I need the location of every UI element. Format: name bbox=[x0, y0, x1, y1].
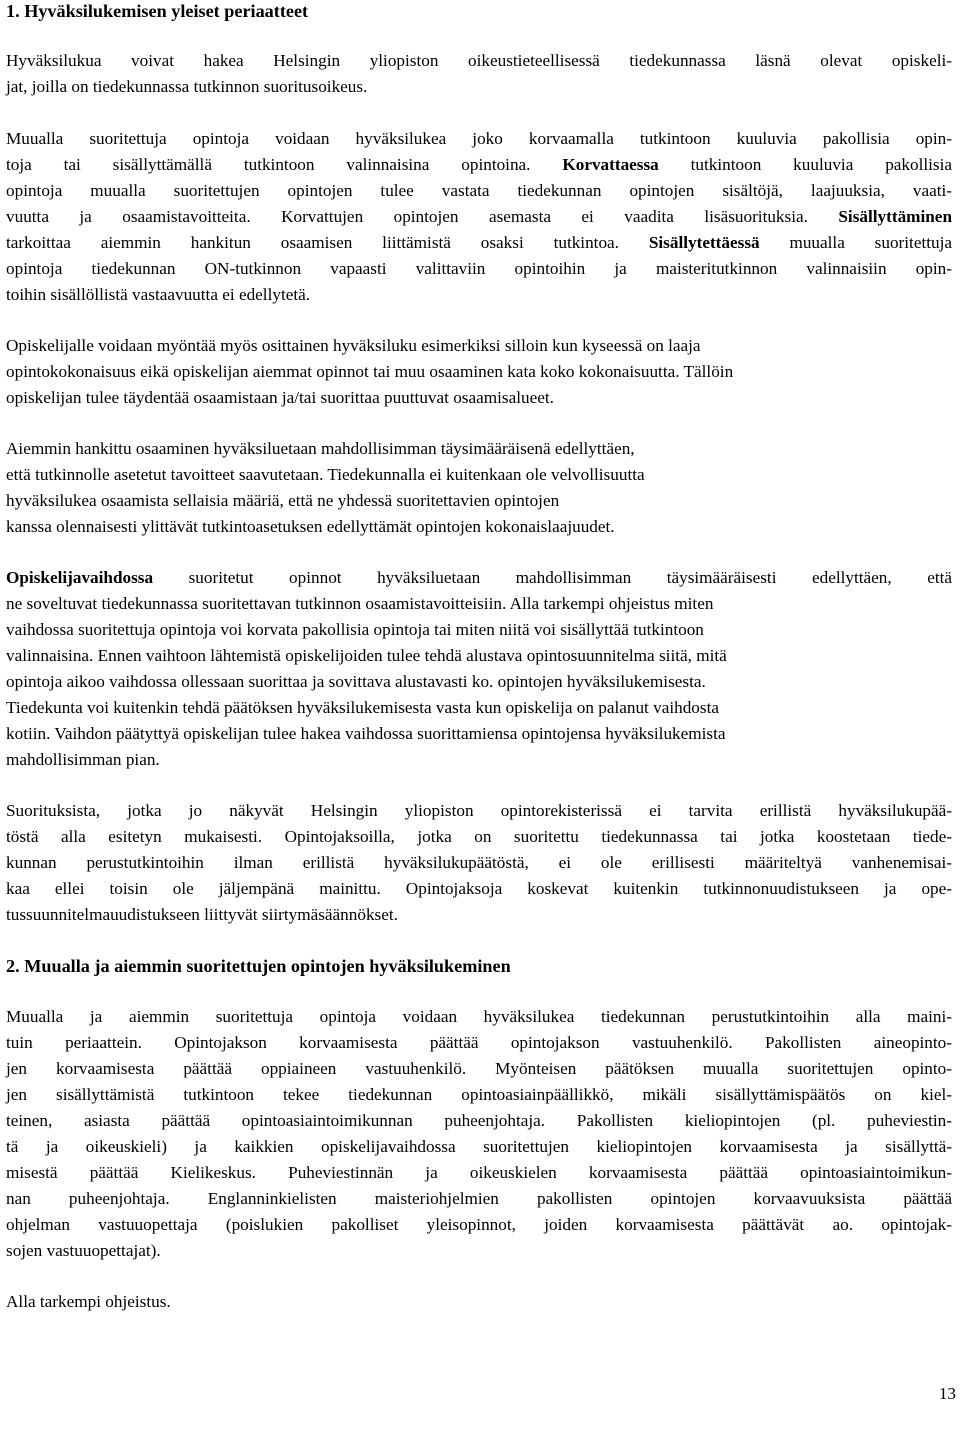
paragraph-5-line-7: kotiin. Vaihdon päätyttyä opiskelijan tulee hakea vaihdossa suorittamiensa opintojensa hyväksilukemista bbox=[6, 724, 726, 743]
paragraph-7-line-6: tä ja oikeuskieli) ja kaikkien opiskelijavaihdossa suoritettujen kieliopintojen korvaamisesta ja sisällyttä- bbox=[6, 1137, 952, 1156]
paragraph-5-line-1: Opiskelijavaihdossa suoritetut opinnot hyväksiluetaan mahdollisimman täysimääräisesti edellyttäen, että bbox=[6, 568, 952, 587]
paragraph-4-line-1: Aiemmin hankittu osaaminen hyväksiluetaan mahdollisimman täysimääräisenä edellyttäen, bbox=[6, 439, 635, 458]
paragraph-3-line-3: opiskelijan tulee täydentää osaamistaan ja/tai suorittaa puuttuvat osaamisalueet. bbox=[6, 388, 554, 407]
section-heading-1: 1. Hyväksilukemisen yleiset periaatteet bbox=[6, 1, 309, 21]
paragraph-2-line-7: toihin sisällöllistä vastaavuutta ei edellytetä. bbox=[6, 285, 311, 304]
paragraph-4-line-3: hyväksilukea osaamista sellaisia määriä, että ne yhdessä suoritettavien opintojen bbox=[6, 491, 560, 510]
paragraph-5-line-3: vaihdossa suoritettuja opintoja voi korvata pakollisia opintoja tai miten niitä voi sisällyttää tutkintoon bbox=[6, 620, 704, 639]
paragraph-5-line-2: ne soveltuvat tiedekunnassa suoritettavan tutkinnon osaamistavoitteisiin. Alla tarkempi ohjeistus miten bbox=[6, 594, 714, 613]
paragraph-4-line-2: että tutkinnolle asetetut tavoitteet saavutetaan. Tiedekunnalla ei kuitenkaan ole velvollisuutta bbox=[6, 465, 645, 484]
paragraph-1-line-1: Hyväksilukua voivat hakea Helsingin yliopiston oikeustieteellisessä tiedekunnassa läsnä olevat opiskeli- bbox=[6, 51, 952, 70]
paragraph-7-line-1: Muualla ja aiemmin suoritettuja opintoja voidaan hyväksilukea tiedekunnan perustutkintoihin alla maini- bbox=[6, 1007, 952, 1026]
paragraph-5-line-4: valinnaisina. Ennen vaihtoon lähtemistä opiskelijoiden tulee tehdä alustava opintosuunnitelma siitä, mitä bbox=[6, 646, 727, 665]
paragraph-2-line-4: vuutta ja osaamistavoitteita. Korvattujen opintojen asemasta ei vaadita lisäsuorituksia. Sisällyttäminen bbox=[6, 207, 952, 226]
paragraph-5-line-5: opintoja aikoo vaihdossa ollessaan suorittaa ja sovittava alustavasti ko. opintojen hyväksilukemisesta. bbox=[6, 672, 706, 691]
paragraph-2-line-3: opintoja muualla suoritettujen opintojen tulee vastata tiedekunnan opintojen sisältöjä, laajuuksia, vaati- bbox=[6, 181, 952, 200]
paragraph-3-line-2: opintokokonaisuus eikä opiskelijan aiemmat opinnot tai muu osaaminen kata koko kokonaisuutta. Tällöin bbox=[6, 362, 734, 381]
paragraph-6-line-2: töstä alla esitetyn mukaisesti. Opintojaksoilla, jotka on suoritettu tiedekunnassa tai jotka koostetaan tiede- bbox=[6, 827, 952, 846]
paragraph-5-line-8: mahdollisimman pian. bbox=[6, 750, 160, 769]
paragraph-2-line-5: tarkoittaa aiemmin hankitun osaamisen liittämistä osaksi tutkintoa. Sisällytettäessä muualla suoritettuja bbox=[6, 233, 953, 252]
paragraph-7-line-4: jen sisällyttämistä tutkintoon tekee tiedekunnan opintoasiainpäällikkö, mikäli sisällyttämispäätös on kiel- bbox=[6, 1085, 952, 1104]
paragraph-6-line-1: Suorituksista, jotka jo näkyvät Helsingin yliopiston opintorekisterissä ei tarvita erillistä hyväksilukupää- bbox=[6, 801, 952, 820]
paragraph-2-line-2: toja tai sisällyttämällä tutkintoon valinnaisina opintoina. Korvattaessa tutkintoon kuuluvia pakollisia bbox=[6, 155, 953, 174]
paragraph-7-line-3: jen korvaamisesta päättää oppiaineen vastuuhenkilö. Myönteisen päätöksen muualla suoritettujen opinto- bbox=[6, 1059, 952, 1078]
paragraph-7-line-9: ohjelman vastuuopettaja (poislukien pakolliset yleisopinnot, joiden korvaamisesta päättävät ao. opintojak- bbox=[6, 1215, 952, 1234]
paragraph-7-line-7: misestä päättää Kielikeskus. Puheviestinnän ja oikeuskielen korvaamisesta päättää opintoasiaintoimikun- bbox=[6, 1163, 952, 1182]
paragraph-7-line-10: sojen vastuuopettajat). bbox=[6, 1241, 161, 1260]
paragraph-6-line-5: tussuunnitelmauudistukseen liittyvät siirtymäsäännökset. bbox=[6, 905, 398, 924]
paragraph-7-line-2: tuin periaattein. Opintojakson korvaamisesta päättää opintojakson vastuuhenkilö. Pakollisten aineopinto- bbox=[6, 1033, 952, 1052]
paragraph-4-line-4: kanssa olennaisesti ylittävät tutkintoasetuksen edellyttämät opintojen kokonaislaajuudet. bbox=[6, 517, 615, 536]
paragraph-5-line-6: Tiedekunta voi kuitenkin tehdä päätöksen hyväksilukemisesta vasta kun opiskelija on palanut vaihdosta bbox=[6, 698, 719, 717]
paragraph-7-line-8: nan puheenjohtaja. Englanninkielisten maisteriohjelmien pakollisten opintojen korvaavuuksista päättää bbox=[6, 1189, 952, 1208]
paragraph-2-line-1: Muualla suoritettuja opintoja voidaan hyväksilukea joko korvaamalla tutkintoon kuuluvia pakollisia opin- bbox=[6, 129, 952, 148]
page-number: 13 bbox=[938, 1384, 956, 1403]
paragraph-7-line-5: teinen, asiasta päättää opintoasiaintoimikunnan puheenjohtaja. Pakollisten kieliopintojen (pl. puheviestin- bbox=[6, 1111, 952, 1130]
paragraph-6-line-3: kunnan perustutkintoihin ilman erillistä hyväksilukupäätöstä, ei ole erillisesti määriteltyä vanhenemisai- bbox=[6, 853, 952, 872]
paragraph-6-line-4: kaa ellei toisin ole jäljempänä mainittu. Opintojaksoja koskevat kuitenkin tutkinnonuudistukseen ja ope- bbox=[6, 879, 952, 898]
section-heading-2: 2. Muualla ja aiemmin suoritettujen opintojen hyväksilukeminen bbox=[6, 956, 511, 976]
paragraph-3-line-1: Opiskelijalle voidaan myöntää myös osittainen hyväksiluku esimerkiksi silloin kun kyseessä on laaja bbox=[6, 336, 701, 355]
paragraph-2-line-6: opintoja tiedekunnan ON-tutkinnon vapaasti valittaviin opintoihin ja maisteritutkinnon valinnaisiin opin- bbox=[6, 259, 952, 278]
paragraph-1-line-2: jat, joilla on tiedekunnassa tutkinnon suoritusoikeus. bbox=[6, 77, 368, 96]
paragraph-8: Alla tarkempi ohjeistus. bbox=[6, 1292, 171, 1311]
